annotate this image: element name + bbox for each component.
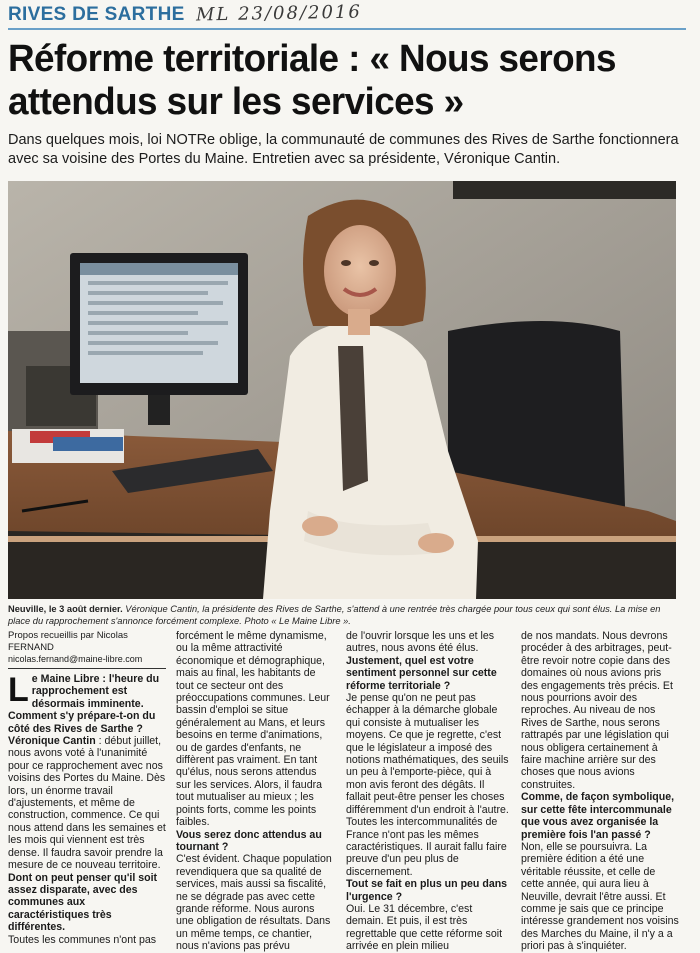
question: Tout se fait en plus un peu dans l'urgence ?: [346, 878, 508, 903]
standfirst: Dans quelques mois, loi NOTRe oblige, la communauté de communes des Rives de Sarthe fonctionnera avec sa voisine des Portes du Maine. Entretien avec sa présidente, Véronique Cantin.: [8, 132, 679, 167]
answer: de nos mandats. Nous devrons procéder à des arbitrages, peut-être revoir notre copie dans des domaines où nous avions pris des engagements très précis. Et nous pourrions avoir des reproches. Au niveau de nos Rives de Sarthe, nous serons rattrapés par une législation qui nous obligera certainement à faire machine arrière sur des choses que nous avions construites.: [521, 630, 673, 791]
article-column-1: [8, 630, 166, 946]
answer: Non, elle se poursuivra. La première édition a été une véritable réussite, et celle de cette année, qui aura lieu à Neuville, devrait l'être aussi. Et comme je sais que ce principe intéresse grandement nos voisins des Marches du Maine, il n'y a a priori pas à s'inquiéter.: [521, 840, 679, 953]
answer: de l'ouvrir lorsque les uns et les autres, nous avons été élus.: [346, 630, 495, 655]
question: Vous serez donc attendus au tournant ?: [176, 828, 322, 853]
question: Comme, de façon symbolique, sur cette fête intercommunale que vous avez organisée la première fois l'an passé ?: [521, 791, 675, 841]
caption-lead: Neuville, le 3 août dernier.: [8, 604, 123, 614]
section-heading: RIVES DE SARTHE: [8, 4, 185, 25]
paragraph: [8, 673, 166, 735]
caption-text: Véronique Cantin, la présidente des Rives de Sarthe, s'attend à une rentrée très chargée pour tous ceux qui sont élus. La mise en place du rapprochement s'annonce forcément complexe. Photo « Le Maine Libre ».: [8, 604, 661, 626]
author-email: nicolas.fernand@maine-libre.com: [8, 654, 166, 669]
photo-illustration: [8, 181, 676, 599]
article-photo: [8, 181, 676, 599]
headline: Réforme territoriale : « Nous serons attendus sur les services »: [8, 38, 616, 123]
answer: forcément le même dynamisme, ou la même attractivité économique et démographique, mais au final, les habitants de tout ce secteur ont des préoccupations communes. Leur bassin d'emploi se situe généralement au Mans, et leurs besoins en terme d'animations, ou de gardes d'enfants, ne diffèrent pas vraiment. En tant qu'élus, nous serons attendus sur les services. Alors, il faudra tout mutualiser au mieux ; les points forts, comme les points faibles.: [176, 630, 330, 829]
question: Justement, quel est votre sentiment personnel sur cette réforme territoriale ?: [346, 654, 497, 692]
article-column-3: [346, 630, 511, 953]
section-rule: [8, 28, 686, 30]
handwritten-date-note: ML 23/08/2016: [195, 1, 363, 26]
question: e Maine Libre : l'heure du rapprochement est désormais imminente. Comment s'y prépare-t-on du côté des Rives de Sarthe ?: [8, 673, 160, 735]
answer: : début juillet, nous avons voté à l'unanimité pour ce rapprochement avec nos voisins des Portes du Maine. Dès lors, un énorme travail d'ajustements, et même de construction, commence. Ce qui nous attend dans les semaines et les mois qui viennent est très dense. Il faudra savoir prendre la mesure de ce nouveau territoire.: [8, 735, 166, 872]
paragraph: [8, 735, 166, 871]
answer: Oui. Le 31 décembre, c'est demain. Et puis, il est très regrettable que cette réforme soit arrivée en plein milieu: [346, 902, 503, 953]
answer: C'est évident. Chaque population revendiquera que sa qualité de services, mais aussi sa fiscalité, ne se dégrade pas avec cette grande réforme. Nous aurons une obligation de résultats. Dans un même temps, ce chantier, nous n'avions pas prévu: [176, 853, 332, 953]
photo-caption: [8, 603, 676, 627]
byline: Propos recueillis par Nicolas FERNAND: [8, 630, 128, 653]
drop-cap: L: [8, 671, 29, 709]
article-column-2: [176, 630, 334, 953]
interviewee-name: Véronique Cantin: [8, 735, 96, 748]
article-column-4: [521, 630, 681, 953]
answer: Je pense qu'on ne peut pas échapper à la démarche globale qui consiste à mutualiser les moyens. Ce que je regrette, c'est que le législateur a imposé des notions mathématiques, des seuils un peu à l'emporte-pièce, qui à mon avis feront des dégâts. Il fallait peut-être penser les choses différemment d'un endroit à l'autre. Toutes les intercommunalités de France n'ont pas les mêmes caractéristiques. Il aurait fallu faire preuve d'un peu plus de discernement.: [346, 692, 509, 878]
question: Dont on peut penser qu'il soit assez disparate, avec des communes aux caractéristiques très différentes.: [8, 871, 158, 934]
answer: Toutes les communes n'ont pas: [8, 933, 157, 946]
